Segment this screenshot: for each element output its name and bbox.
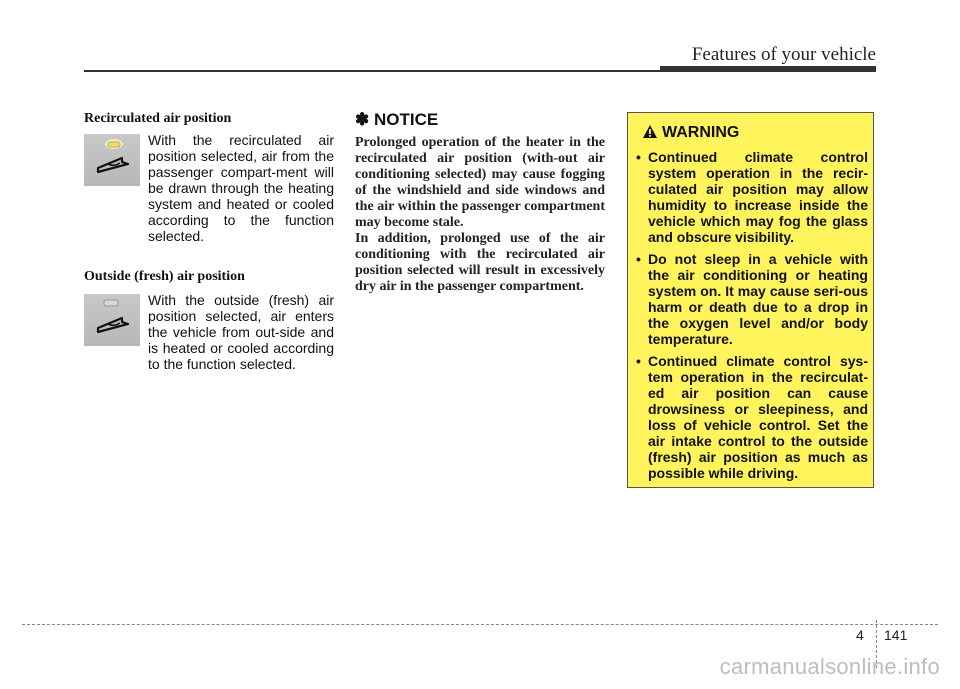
warning-item [636,353,868,481]
warning-list [636,149,868,487]
footer-rule [22,624,938,625]
recirculated-heading: Recirculated air position [84,111,232,126]
warning-box [627,112,874,488]
notice-title [355,110,438,130]
page-number: 141 [884,627,908,643]
bullet-icon: • [636,353,641,369]
warning-heading [642,124,739,142]
outside-heading: Outside (fresh) air position [84,269,245,284]
notice-paragraph: In addition, prolonged use of the air conditioning with the recirculated air position selected will result in excessively dry air in the passenger compartment. [355,231,605,294]
warning-item-text: Do not sleep in a vehicle with the air conditioning or heating system on. It may cause seri-ous harm or death due to a drop in the oxygen level and/or body temperature. [648,251,868,347]
recirculated-description: With the recirculated air position selected, air from the passenger compart-ment will be drawn through the heating system and heated or cooled according to the function selected. [148,132,334,244]
notice-icon: ✽ [355,110,370,129]
header-rule-accent [660,66,876,72]
outside-air-icon [84,294,140,346]
bullet-icon: • [636,251,641,267]
warning-title: WARNING [662,124,740,141]
warning-triangle-icon [642,124,658,139]
recirculated-air-icon [84,134,140,186]
chapter-number: 4 [856,627,864,643]
notice-body [355,135,605,295]
watermark: carmanualsonline.info [719,654,940,679]
warning-item [636,149,868,245]
bullet-icon: • [636,149,641,165]
warning-item [636,251,868,347]
warning-item-text: Continued climate control sys-tem operation in the recirculat-ed air position can cause drowsiness or sleepiness, and loss of vehicle control. Set the air intake control to the outside (fresh) air position as much as possible while driving. [648,353,868,481]
notice-title-text: NOTICE [373,110,439,129]
warning-item-text: Continued climate control system operation in the recir-culated air position may allow humidity to increase inside the vehicle which may fog the glass and obscure visibility. [648,149,868,245]
outside-description: With the outside (fresh) air position selected, air enters the vehicle from out-side and is heated or cooled according to the function selected. [148,292,334,372]
notice-paragraph: Prolonged operation of the heater in the recirculated air position (with-out air conditioning selected) may cause fogging of the windshield and side windows and the air within the passenger compartment may become stale. [355,135,605,230]
header-title: Features of your vehicle [691,44,876,65]
